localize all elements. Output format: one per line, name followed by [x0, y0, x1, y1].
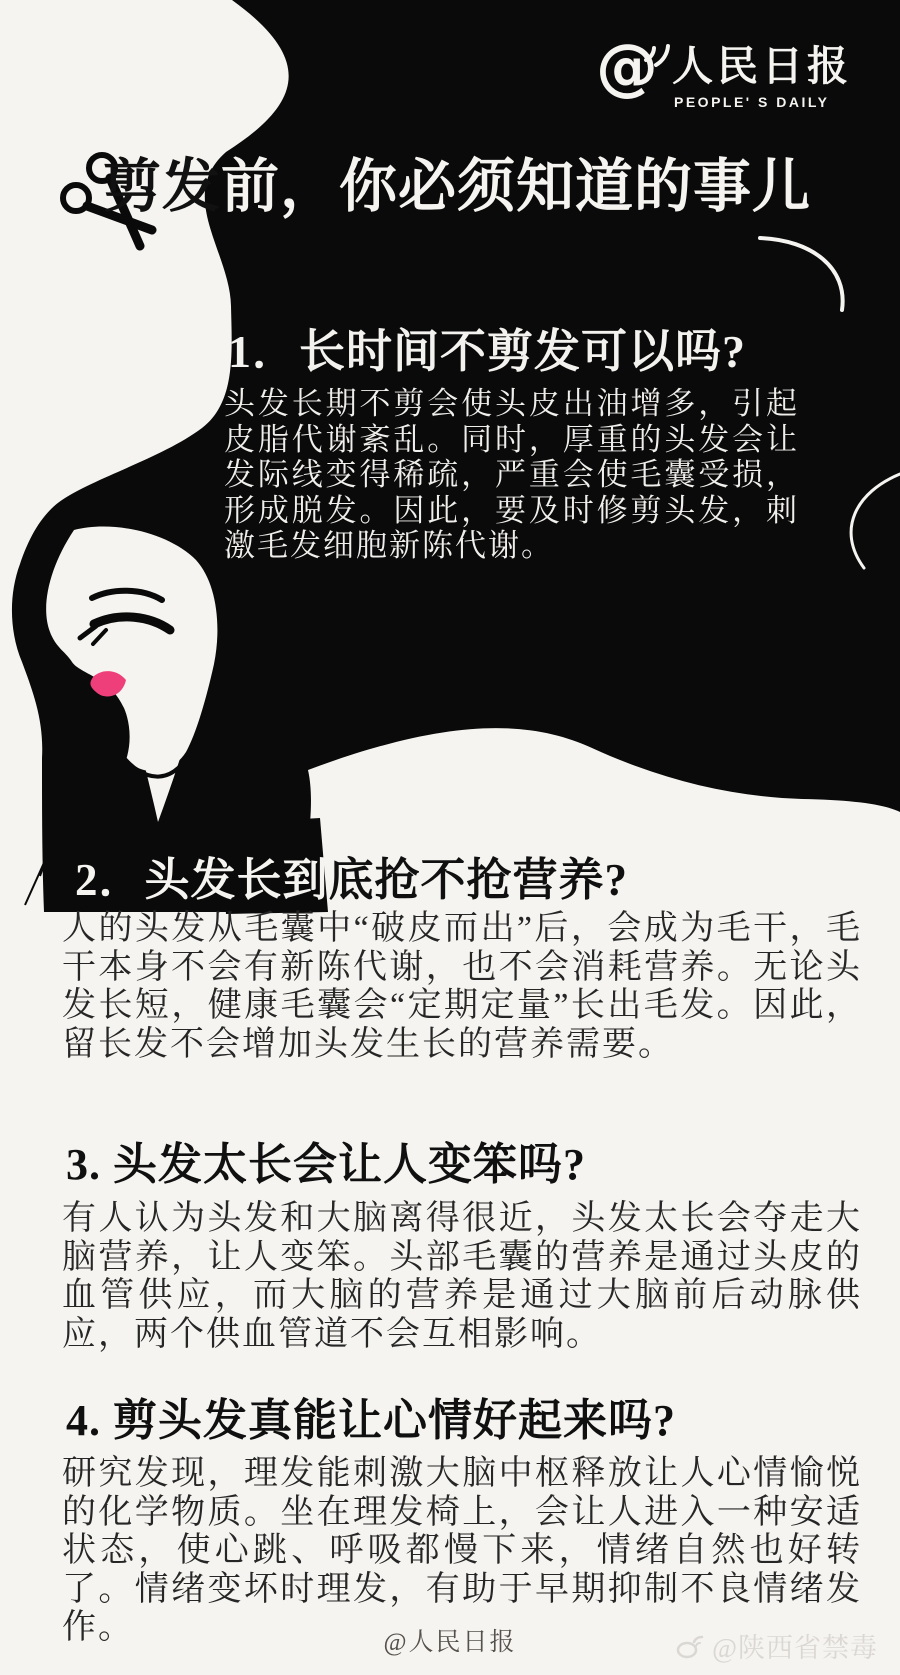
section-3-body: 有人认为头发和大脑离得很近，头发太长会夺走大脑营养，让人变笨。头部毛囊的营养是通过头皮的血管供应，而大脑的营养是通过大脑前后动脉供应，两个供血管道不会互相影响。	[62, 1200, 862, 1353]
section-4-heading: 4. 剪头发真能让心情好起来吗?	[66, 1396, 676, 1445]
logo-name-en: PEOPLE' S DAILY	[674, 94, 830, 110]
section-3-heading: 3. 头发太长会让人变笨吗?	[66, 1140, 586, 1189]
footer-credit: @人民日报	[383, 1629, 517, 1656]
section-1-heading: 1．长时间不剪发可以吗?	[228, 326, 746, 377]
title-part-light: 前，你必须知道的事儿	[221, 154, 812, 219]
at-megaphone-icon: @	[596, 30, 658, 103]
section-1-body: 头发长期不剪会使头皮出油增多，引起皮脂代谢紊乱。同时，厚重的头发会让发际线变得稀疏，严重会使毛囊受损，形成脱发。因此，要及时修剪头发，刺激毛发细胞新陈代谢。	[224, 386, 799, 563]
section-2-heading-on-white: 底抢不抢营养?	[328, 855, 629, 905]
section-2-heading	[75, 843, 628, 908]
section-2-body: 人的头发从毛囊中“破皮而出”后，会成为毛干，毛干本身不会有新陈代谢，也不会消耗营养。无论头发长短，健康毛囊会“定期定量”长出毛发。因此，留长发不会增加头发生长的营养需要。	[62, 910, 862, 1063]
poster-title	[103, 152, 883, 222]
watermark-text: @陕西省禁毒	[712, 1633, 878, 1663]
peoples-daily-logo	[596, 30, 876, 128]
title-part-dark: 剪发	[103, 154, 222, 219]
weibo-watermark	[676, 1626, 878, 1665]
sound-waves-icon	[642, 38, 672, 68]
logo-name-cn: 人民日报	[672, 43, 852, 89]
section-2-heading-on-black: 2．头发长到	[75, 855, 329, 905]
section-4-body: 研究发现，理发能刺激大脑中枢释放让人心情愉悦的化学物质。坐在理发椅上，会让人进入一种安适状态，使心跳、呼吸都慢下来，情绪自然也好转了。情绪变坏时理发，有助于早期抑制不良情绪发作。	[62, 1455, 862, 1646]
weibo-watermark-icon	[676, 1633, 706, 1659]
